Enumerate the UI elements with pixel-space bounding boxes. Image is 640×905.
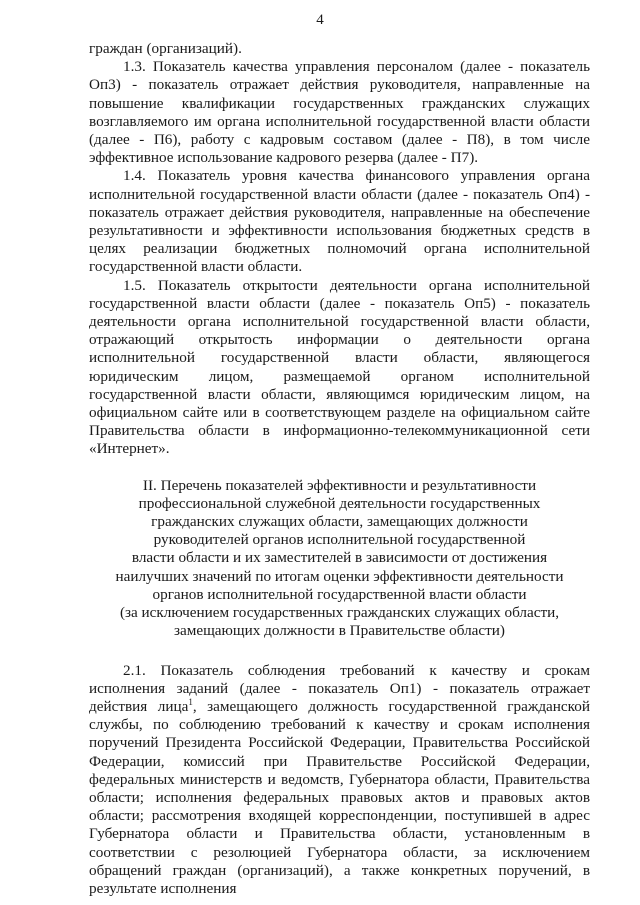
section-title-line: власти области и их заместителей в зависимости от достижения xyxy=(131,549,548,567)
document-body xyxy=(89,40,590,898)
paragraph-2-1-start: 2.1. Показатель соблюдения требований к качеству и срокам исполнения заданий (далее - показатель Оп1) - показатель отражает действия лица xyxy=(89,661,590,715)
paragraph-1-3: 1.3. Показатель качества управления персоналом (далее - показатель Оп3) - показатель отражает действия руководителя, направленные на повышение квалификации государственных гражданских служащих возглавляемого им органа исполнительной государственной власти области (далее - П6), работу с кадровым составом (далее - П8), в том числе эффективное использование кадрового резерва (далее - П7). xyxy=(89,58,590,167)
page-number: 4 xyxy=(316,12,324,28)
section-title-line: II. Перечень показателей эффективности и результативности xyxy=(142,476,537,494)
paragraph-2-1 xyxy=(89,662,590,899)
section-title-line: наилучших значений по итогам оценки эффективности деятельности xyxy=(115,567,564,585)
paragraph-continuation: граждан (организаций). xyxy=(89,40,242,57)
paragraph-2-1-rest: , замещающего должность государственной гражданской службы, по соблюдению требований к качеству и срокам исполнения поручений Президента Российской Федерации, Правительства Российской Федерации, комиссий при Правительстве Российской Федерации, федеральных министерств и ведомств, Губернатора области, Правительства области; исполнения федеральных правовых актов и правовых актов области; рассмотрения входящей корреспонденции, поступившей в адрес Губернатора области и Правительства области, установленным в соответствии с резолюцией Губернатора области, за исключением обращений граждан (организаций), а также конкретных поручений, в результате исполнения xyxy=(89,697,590,897)
section-title-line: руководителей органов исполнительной государственной xyxy=(153,531,526,549)
paragraph-1-5: 1.5. Показатель открытости деятельности органа исполнительной государственной власти области (далее - показатель Оп5) - показатель деятельности органа исполнительной государственной власти области, отражающий открытость информации о деятельности органа исполнительной государственной власти области, являющегося юридическим лицом, размещаемой органом исполнительной государственной власти области, являющимся юридическим лицом, на официальном сайте или в соответствующем разделе на официальном сайте Правительства области в информационно-телекоммуникационной сети «Интернет». xyxy=(89,276,590,458)
footnote-marker: 1 xyxy=(188,696,193,707)
section-title-line: органов исполнительной государственной власти области xyxy=(152,585,527,603)
section-title-line: замещающих должности в Правительстве области) xyxy=(174,622,505,640)
paragraph-1-4: 1.4. Показатель уровня качества финансового управления органа исполнительной государственной власти области (далее - показатель Оп4) - показатель отражает действия руководителя, направленные на обеспечение результативности и эффективности использования бюджетных средств в целях реализации бюджетных полномочий органа исполнительной государственной власти области. xyxy=(89,167,590,276)
section-title-line: гражданских служащих области, замещающих должности xyxy=(151,513,528,531)
section-title xyxy=(89,477,590,641)
section-title-line: (за исключением государственных гражданских служащих области, xyxy=(119,604,560,622)
section-title-line: профессиональной служебной деятельности государственных xyxy=(138,494,541,512)
